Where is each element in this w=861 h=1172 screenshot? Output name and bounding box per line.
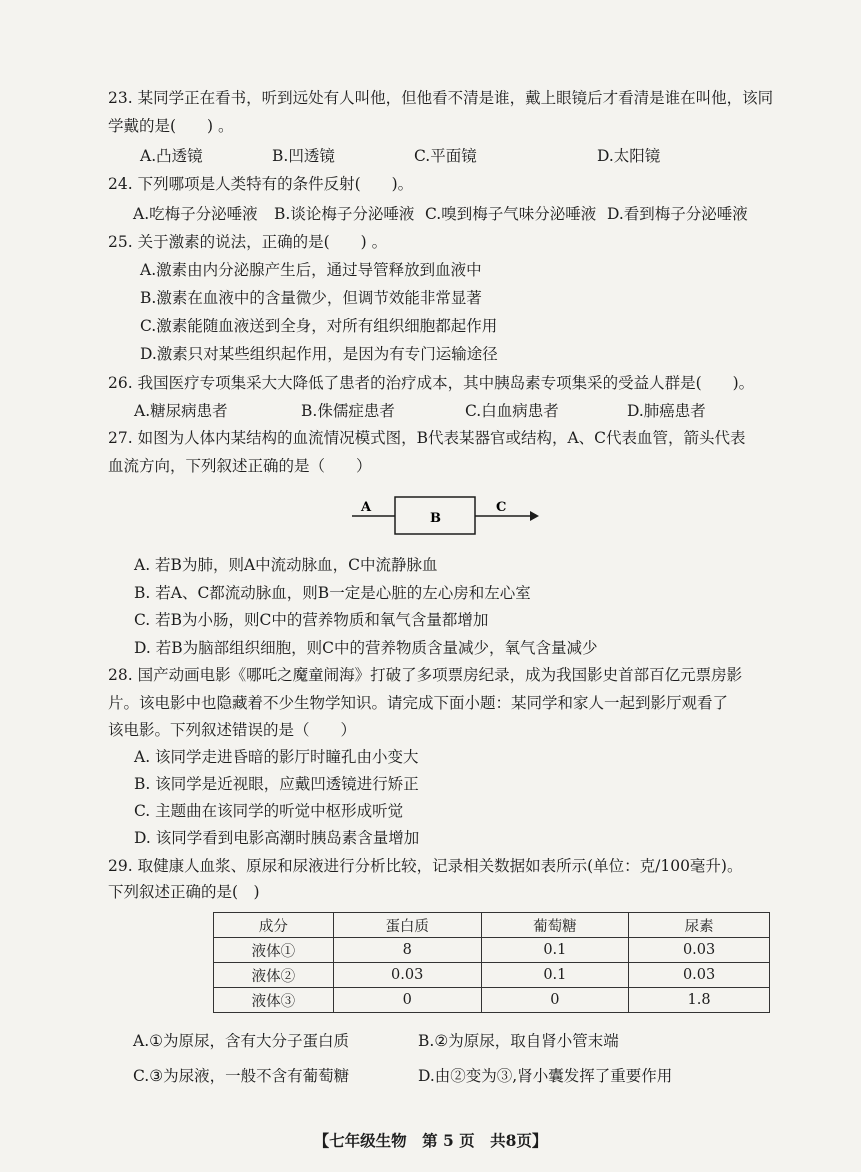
q28-stem-line1: 28. 国产动画电影《哪吒之魔童闹海》打破了多项票房纪录，成为我国影史首部百亿元票房影 — [108, 666, 743, 684]
table-cell: 0 — [481, 988, 629, 1013]
q26-stem: 26. 我国医疗专项集采大大降低了患者的治疗成本，其中胰岛素专项集采的受益人群是( )。 — [108, 374, 755, 392]
q24-stem: 24. 下列哪项是人类特有的条件反射( )。 — [108, 175, 414, 193]
q28-option-d: D. 该同学看到电影高潮时胰岛素含量增加 — [134, 829, 420, 847]
page-footer: 【七年级生物 第 5 页 共8页】 — [313, 1131, 548, 1150]
table-header-cell: 成分 — [214, 913, 334, 938]
table-cell: 0.1 — [481, 963, 629, 988]
table-row — [214, 938, 770, 963]
q23-option-b: B.凹透镜 — [272, 147, 335, 165]
q29-options-row2 — [0, 1066, 861, 1086]
q25-option-d: D.激素只对某些组织起作用，是因为有专门运输途径 — [140, 345, 498, 363]
table-cell: 液体② — [214, 963, 334, 988]
blood-flow-diagram — [350, 494, 540, 536]
arrow-head-icon — [530, 511, 539, 521]
q26-option-d: D.肺癌患者 — [627, 402, 706, 420]
table-cell: 8 — [333, 938, 481, 963]
q29-option-b: B.②为原尿，取自肾小管末端 — [418, 1032, 619, 1050]
q28-stem-line2: 片。该电影中也隐藏着不少生物学知识。请完成下面小题：某同学和家人一起到影厅观看了 — [108, 694, 729, 712]
q28-stem-line3: 该电影。下列叙述错误的是（ ） — [108, 721, 357, 739]
q23-stem-line1: 23. 某同学正在看书，听到远处有人叫他，但他看不清是谁，戴上眼镜后才看清是谁在叫他，该同 — [108, 89, 774, 107]
q29-stem-line1: 29. 取健康人血浆、原尿和尿液进行分析比较，记录相关数据如表所示(单位：克/100毫升)。 — [108, 857, 743, 875]
q23-option-a: A.凸透镜 — [140, 147, 203, 165]
table-cell: 0.03 — [629, 963, 770, 988]
q27-option-c: C. 若B为小肠，则C中的营养物质和氧气含量都增加 — [134, 611, 489, 629]
q24-option-c: C.嗅到梅子气味分泌唾液 — [425, 205, 597, 223]
q27-option-d: D. 若B为脑部组织细胞，则C中的营养物质含量减少，氧气含量减少 — [134, 639, 598, 657]
q29-options-row1 — [0, 1031, 861, 1051]
q25-option-c: C.激素能随血液送到全身，对所有组织细胞都起作用 — [140, 317, 498, 335]
q27-option-b: B. 若A、C都流动脉血，则B一定是心脏的左心房和左心室 — [134, 584, 531, 602]
q24-option-d: D.看到梅子分泌唾液 — [607, 205, 748, 223]
q25-stem: 25. 关于激素的说法，正确的是( ) 。 — [108, 233, 388, 251]
table-cell: 0.03 — [333, 963, 481, 988]
q23-option-c: C.平面镜 — [414, 147, 477, 165]
q26-option-b: B.侏儒症患者 — [301, 402, 395, 420]
q24-option-a: A.吃梅子分泌唾液 — [133, 205, 258, 223]
label-a: A — [361, 500, 372, 515]
table-cell: 液体③ — [214, 988, 334, 1013]
table-header-cell: 葡萄糖 — [481, 913, 629, 938]
q25-option-b: B.激素在血液中的含量微少，但调节效能非常显著 — [140, 289, 482, 307]
table-cell: 0 — [333, 988, 481, 1013]
q26-option-c: C.白血病患者 — [465, 402, 559, 420]
q27-option-a: A. 若B为肺，则A中流动脉血，C中流静脉血 — [134, 556, 438, 574]
q28-option-b: B. 该同学是近视眼，应戴凹透镜进行矫正 — [134, 775, 419, 793]
q23-options — [0, 146, 861, 166]
q25-option-a: A.激素由内分泌腺产生后，通过导管释放到血液中 — [140, 261, 482, 279]
q29-option-a: A.①为原尿，含有大分子蛋白质 — [133, 1032, 350, 1050]
table-header-cell: 蛋白质 — [333, 913, 481, 938]
q24-option-b: B.谈论梅子分泌唾液 — [274, 205, 415, 223]
q27-stem-line1: 27. 如图为人体内某结构的血流情况模式图，B代表某器官或结构，A、C代表血管，箭头代表 — [108, 429, 746, 447]
table-cell: 1.8 — [629, 988, 770, 1013]
q26-options — [0, 401, 861, 421]
table-header-row — [214, 913, 770, 938]
q28-option-a: A. 该同学走进昏暗的影厅时瞳孔由小变大 — [134, 748, 419, 766]
label-b: B — [430, 511, 441, 526]
q28-option-c: C. 主题曲在该同学的听觉中枢形成听觉 — [134, 802, 404, 820]
label-c: C — [496, 500, 507, 515]
table-header-cell: 尿素 — [629, 913, 770, 938]
q23-option-d: D.太阳镜 — [597, 147, 661, 165]
table-cell: 液体① — [214, 938, 334, 963]
q29-data-table — [213, 912, 770, 1013]
q24-options — [0, 204, 861, 224]
table-cell: 0.03 — [629, 938, 770, 963]
q29-stem-line2: 下列叙述正确的是( ) — [108, 883, 260, 901]
table-cell: 0.1 — [481, 938, 629, 963]
q27-stem-line2: 血流方向，下列叙述正确的是（ ） — [108, 457, 372, 475]
table-row — [214, 963, 770, 988]
q29-option-d: D.由②变为③,肾小囊发挥了重要作用 — [418, 1067, 673, 1085]
q23-stem-line2: 学戴的是( ) 。 — [108, 117, 234, 135]
table-row — [214, 988, 770, 1013]
q29-option-c: C.③为尿液，一般不含有葡萄糖 — [133, 1067, 350, 1085]
q26-option-a: A.糖尿病患者 — [134, 402, 228, 420]
